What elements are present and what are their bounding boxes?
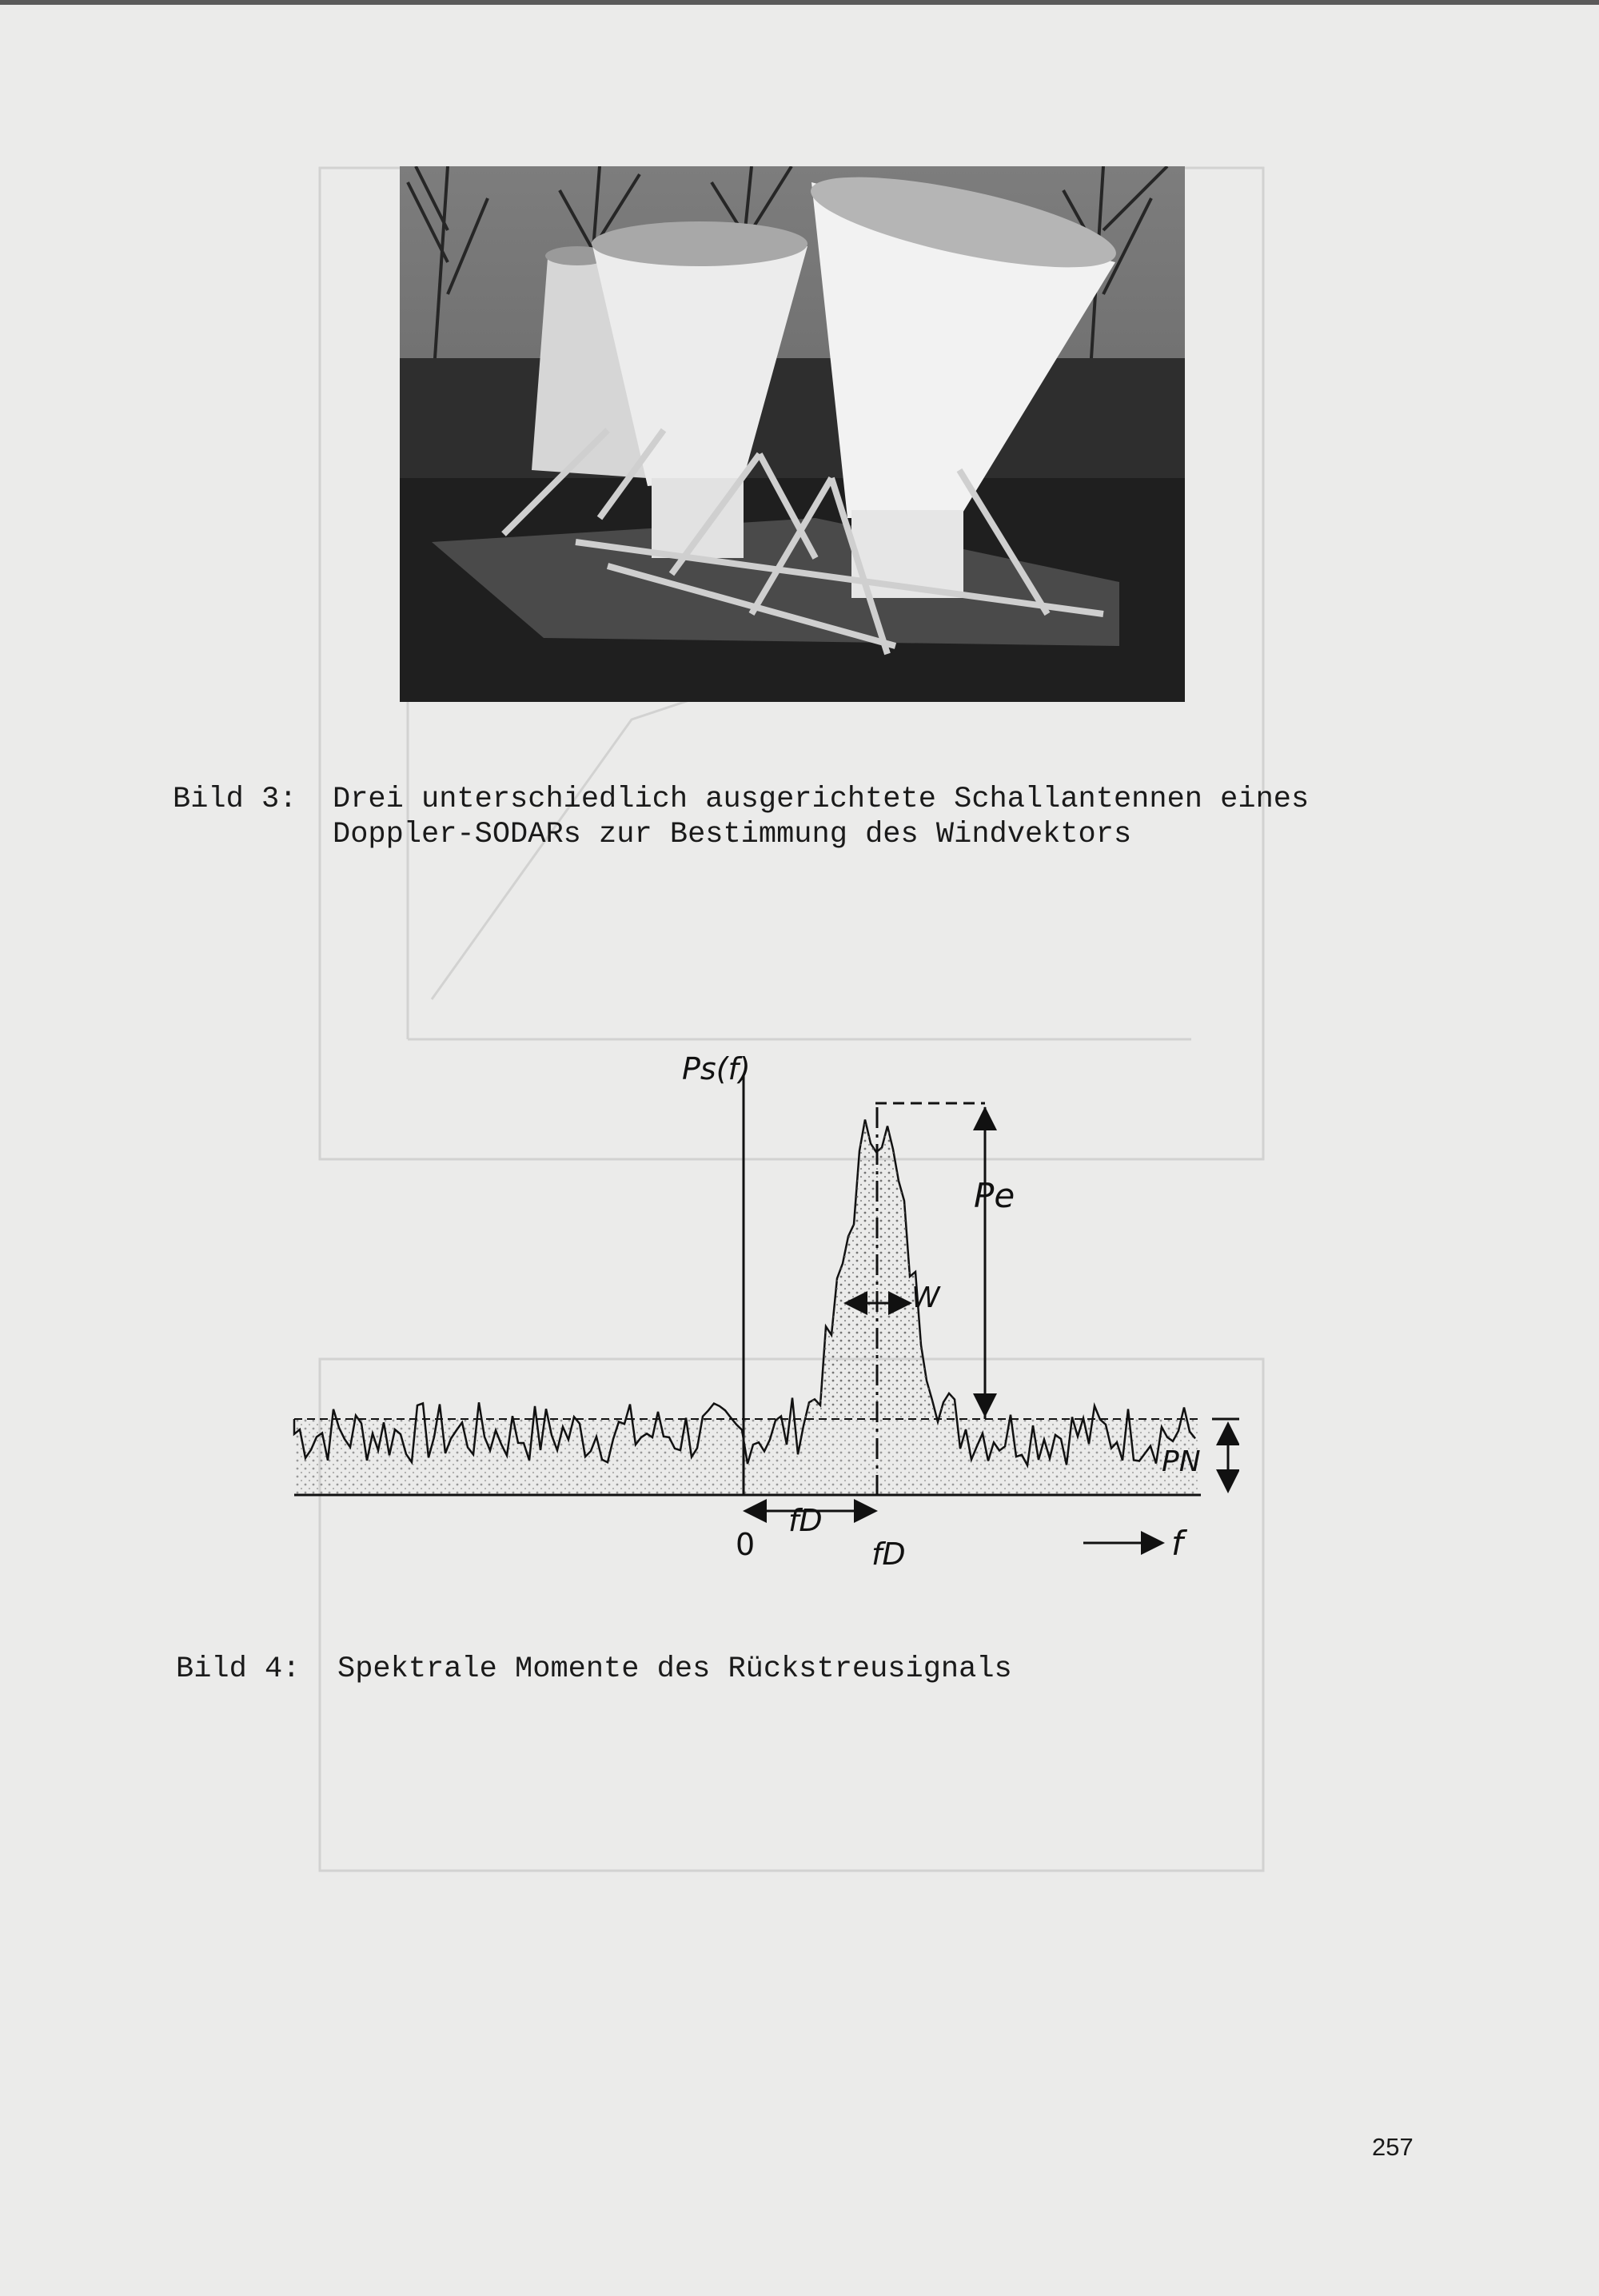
figure4-caption-text: Spektrale Momente des Rückstreusignals — [337, 1652, 1012, 1686]
origin-label: 0 — [736, 1527, 756, 1562]
noise-label: PN — [1162, 1445, 1201, 1478]
figure3-caption-label: Bild 3: — [173, 783, 297, 816]
y-axis-label: Ps(f) — [682, 1051, 751, 1086]
shift-label: fD — [788, 1503, 823, 1538]
x-axis-label: f — [1171, 1524, 1183, 1563]
width-label: W — [911, 1282, 940, 1314]
figure3-caption-line-2: Doppler-SODARs zur Bestimmung des Windvektors — [333, 818, 1132, 851]
figure3-caption-line-1: Drei unterschiedlich ausgerichtete Schallantennen eines — [333, 783, 1310, 816]
sodar-antennas-photo — [400, 166, 1185, 702]
peak-label: Pe — [974, 1176, 1015, 1215]
doppler-frequency-label: fD — [871, 1537, 906, 1572]
figure4-caption-label: Bild 4: — [176, 1652, 301, 1686]
page-top-edge — [0, 0, 1599, 5]
page-number: 257 — [1372, 2133, 1414, 2161]
signal-peak-area — [803, 1120, 955, 1420]
spectral-moments-diagram — [280, 1043, 1239, 1587]
